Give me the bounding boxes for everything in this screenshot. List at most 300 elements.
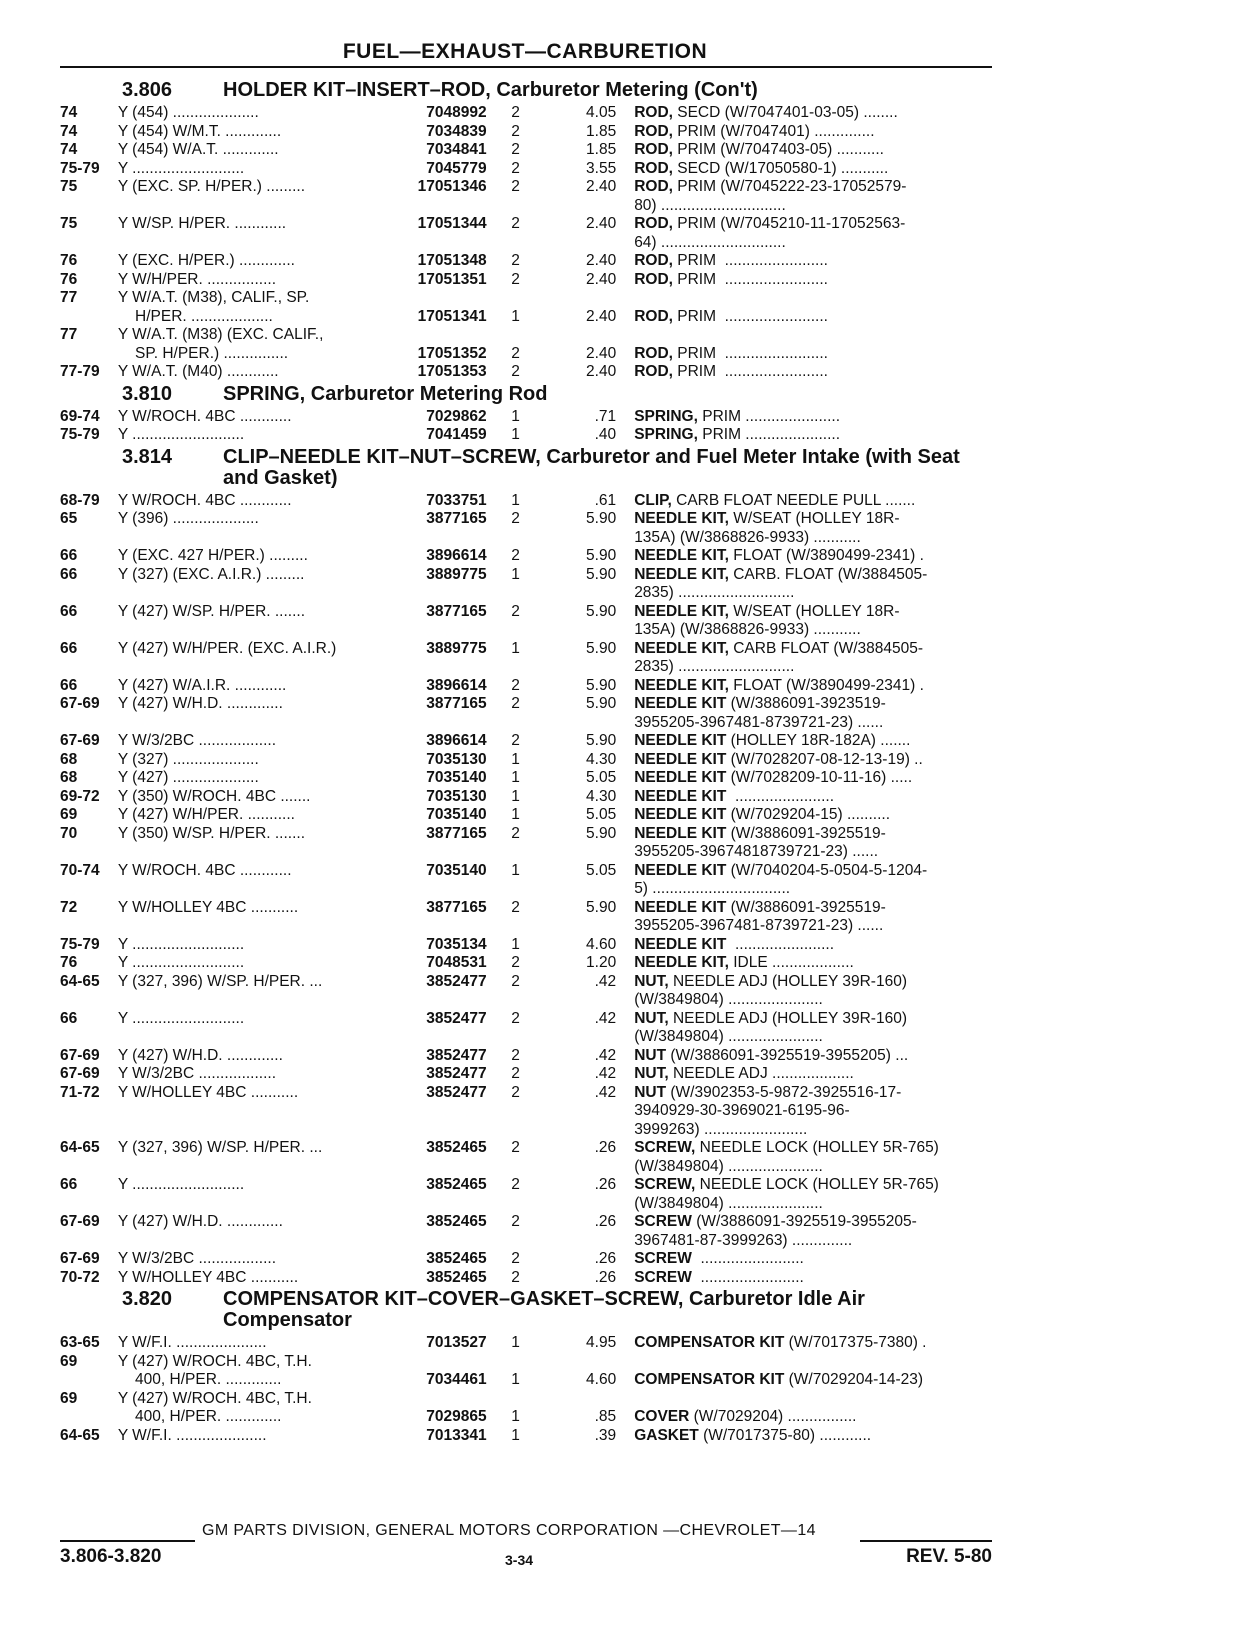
price: .26	[594, 1139, 617, 1156]
part-row	[60, 825, 995, 862]
price: 5.05	[586, 806, 617, 823]
part-name	[634, 408, 995, 427]
part-row	[60, 751, 995, 770]
model-years: 67-69	[60, 1065, 100, 1082]
model-years: 69	[60, 1352, 78, 1370]
part-name	[634, 1334, 995, 1353]
part-name-detail: (W/7017375-7380) .	[784, 1334, 927, 1351]
part-name-detail: PRIM ........................	[672, 270, 828, 288]
part-name-detail: (W/7040204-5-0504-5-1204- 5) ................................	[634, 861, 928, 897]
quantity: 1	[511, 769, 520, 786]
part-number: 3852465	[426, 1268, 487, 1286]
quantity: 2	[511, 178, 520, 195]
application-description: Y (427) W/H.D. .............	[117, 1046, 283, 1064]
model-years: 70-74	[60, 861, 100, 879]
part-row	[60, 936, 995, 955]
part-row	[60, 160, 995, 179]
application-description: Y (EXC. H/PER.) .............	[117, 252, 295, 269]
section-title: HOLDER KIT–INSERT–ROD, Carburetor Metering (Con't)	[223, 79, 758, 101]
quantity: 2	[511, 141, 520, 158]
part-name-detail: PRIM ........................	[672, 252, 828, 269]
part-row	[60, 1390, 995, 1427]
part-name	[634, 426, 995, 445]
part-number: 3889775	[426, 565, 487, 583]
price: 3.55	[586, 159, 617, 177]
part-row	[60, 426, 995, 445]
part-row	[60, 1065, 995, 1084]
part-row	[60, 1250, 995, 1269]
part-number: 17051352	[417, 344, 487, 362]
quantity: 1	[511, 1426, 520, 1444]
part-name-key: NEEDLE KIT,	[634, 510, 729, 527]
section-title: COMPENSATOR KIT–COVER–GASKET–SCREW, Carburetor Idle Air Compensator	[223, 1288, 865, 1331]
price: 5.90	[586, 565, 617, 583]
price: 5.90	[586, 732, 617, 749]
quantity: 2	[511, 252, 520, 269]
part-name-detail: PRIM ........................	[672, 307, 828, 325]
part-number: 7034461	[426, 1371, 487, 1388]
model-years: 69	[60, 806, 78, 823]
part-name	[634, 603, 995, 640]
quantity: 2	[511, 1065, 520, 1082]
price: 5.90	[586, 676, 617, 694]
part-name-key: NEEDLE KIT,	[634, 547, 729, 564]
part-name-detail: (W/7029204-15) ..........	[726, 806, 891, 823]
part-number: 3852477	[426, 1009, 487, 1027]
price: 2.40	[586, 344, 617, 362]
part-name-detail: (W/3886091-3923519- 3955205-3967481-8739721-23) ......	[634, 695, 886, 731]
part-name	[634, 289, 995, 326]
part-row	[60, 252, 995, 271]
part-name-detail: (HOLLEY 18R-182A) .......	[726, 732, 911, 749]
price: .26	[594, 1176, 617, 1193]
part-row	[60, 547, 995, 566]
model-years: 67-69	[60, 695, 100, 712]
part-row	[60, 1010, 995, 1047]
quantity: 2	[511, 1009, 520, 1027]
part-name-key: SPRING,	[634, 426, 698, 443]
application-description: Y (427) W/ROCH. 4BC, T.H. 400, H/PER. .............	[117, 1389, 312, 1425]
quantity: 2	[511, 1139, 520, 1156]
application-description: Y (427) W/H/PER. ...........	[117, 806, 295, 823]
part-name-detail: CARB FLOAT (W/3884505- 2835) ...........................	[634, 639, 924, 675]
part-name-key: SCREW,	[634, 1176, 696, 1193]
price: 2.40	[586, 215, 617, 232]
section-3-806	[60, 78, 995, 382]
part-row	[60, 1269, 995, 1288]
application-description: Y ..........................	[117, 935, 245, 953]
part-row	[60, 104, 995, 123]
part-name-key: CLIP,	[634, 491, 672, 509]
part-number: 3852477	[426, 972, 487, 990]
part-name-detail: CARB. FLOAT (W/3884505- 2835) ...........................	[634, 565, 928, 601]
part-name-detail: (W/3886091-3925519-3955205- 3967481-87-3999263) ..............	[634, 1213, 917, 1249]
quantity: 2	[511, 1046, 520, 1064]
part-name-detail: (W/3886091-3925519- 3955205-39674818739721-23) ......	[634, 824, 886, 860]
part-name-detail: PRIM ........................	[672, 363, 828, 380]
price: 4.60	[586, 935, 617, 953]
quantity: 2	[511, 1213, 520, 1230]
price: 4.05	[586, 104, 617, 121]
part-row	[60, 973, 995, 1010]
model-years: 75	[60, 178, 78, 195]
part-name	[634, 862, 995, 899]
application-description: Y (427) W/ROCH. 4BC, T.H. 400, H/PER. .............	[117, 1352, 312, 1388]
part-name-key: COVER	[634, 1408, 690, 1425]
model-years: 66	[60, 1009, 78, 1027]
application-description: Y W/F.I. .....................	[117, 1426, 267, 1444]
application-description: Y ..........................	[117, 1176, 245, 1193]
part-number: 7034841	[426, 141, 487, 158]
price: .39	[594, 1426, 617, 1444]
part-number: 3877165	[426, 695, 487, 712]
part-row	[60, 510, 995, 547]
application-description: Y W/ROCH. 4BC ............	[117, 861, 292, 879]
quantity: 1	[511, 565, 520, 583]
part-name-detail: PRIM ......................	[697, 407, 841, 425]
quantity: 1	[511, 1334, 520, 1351]
part-name	[634, 566, 995, 603]
part-name-key: ROD,	[634, 104, 673, 121]
part-name-detail: FLOAT (W/3890499-2341) .	[728, 676, 924, 694]
model-years: 75-79	[60, 159, 100, 177]
part-name-detail: SECD (W/17050580-1) ...........	[672, 159, 889, 177]
model-years: 74	[60, 122, 78, 140]
part-name-detail: (W/7028209-10-11-16) .....	[726, 769, 913, 786]
price: 5.90	[586, 510, 617, 527]
quantity: 1	[511, 787, 520, 805]
part-number: 7013527	[426, 1334, 487, 1351]
quantity: 2	[511, 104, 520, 121]
model-years: 70-72	[60, 1268, 100, 1286]
quantity: 1	[511, 426, 520, 443]
part-number: 3852465	[426, 1250, 487, 1267]
part-name-detail: (W/7017375-80) ............	[698, 1426, 872, 1444]
part-number: 7013341	[426, 1426, 487, 1444]
part-row	[60, 408, 995, 427]
price: .42	[594, 1083, 617, 1101]
part-number: 7033751	[426, 491, 487, 509]
part-name-detail: IDLE ...................	[728, 954, 854, 971]
model-years: 77	[60, 326, 78, 343]
part-name-detail: SECD (W/7047401-03-05) ........	[672, 104, 898, 121]
part-name	[634, 1250, 995, 1269]
quantity: 2	[511, 159, 520, 177]
part-name-key: SCREW	[634, 1268, 692, 1286]
part-name	[634, 252, 995, 271]
application-description: Y W/3/2BC ..................	[117, 1065, 277, 1082]
part-name	[634, 1010, 995, 1047]
part-name-key: ROD,	[634, 252, 673, 269]
part-name-key: NUT	[634, 1046, 667, 1064]
part-row	[60, 769, 995, 788]
model-years: 63-65	[60, 1334, 100, 1351]
part-name	[634, 640, 995, 677]
section-number: 3.810	[122, 382, 173, 405]
quantity: 2	[511, 270, 520, 288]
application-description: Y (427) W/A.I.R. ............	[117, 676, 287, 694]
part-name-key: ROD,	[634, 344, 673, 362]
price: .26	[594, 1250, 617, 1267]
part-name	[634, 104, 995, 123]
section-header	[60, 78, 995, 104]
part-name-key: SCREW	[634, 1250, 692, 1267]
price: 2.40	[586, 178, 617, 195]
model-years: 70	[60, 824, 78, 842]
application-description: Y (327) (EXC. A.I.R.) .........	[117, 565, 305, 583]
part-name-detail: PRIM ........................	[672, 344, 828, 362]
model-years: 72	[60, 898, 78, 916]
price: 1.85	[586, 141, 617, 158]
part-name-key: ROD,	[634, 307, 673, 325]
model-years: 66	[60, 565, 78, 583]
part-name-detail: FLOAT (W/3890499-2341) .	[728, 547, 924, 564]
quantity: 2	[511, 215, 520, 232]
quantity: 2	[511, 1268, 520, 1286]
part-name	[634, 1084, 995, 1140]
model-years: 66	[60, 639, 78, 657]
model-years: 69	[60, 1389, 78, 1407]
part-row	[60, 141, 995, 160]
part-name-key: NUT,	[634, 1009, 669, 1027]
model-years: 68	[60, 750, 78, 768]
part-number: 7048992	[426, 104, 487, 121]
part-row	[60, 1353, 995, 1390]
part-name-key: NEEDLE KIT,	[634, 639, 729, 657]
part-row	[60, 954, 995, 973]
part-name-detail: ........................	[691, 1250, 804, 1267]
part-number: 3852477	[426, 1083, 487, 1101]
part-row	[60, 123, 995, 142]
part-row	[60, 178, 995, 215]
part-name-key: NUT,	[634, 972, 669, 990]
part-name	[634, 326, 995, 363]
price: .42	[594, 1065, 617, 1082]
model-years: 76	[60, 252, 78, 269]
quantity: 2	[511, 695, 520, 712]
quantity: 1	[511, 861, 520, 879]
part-name-detail: PRIM (W/7047403-05) ...........	[672, 141, 884, 158]
application-description: Y (454) ....................	[117, 104, 259, 121]
part-name-detail: (W/3886091-3925519-3955205) ...	[666, 1046, 909, 1064]
part-row	[60, 1139, 995, 1176]
part-name-key: NEEDLE KIT	[634, 861, 727, 879]
section-header	[60, 445, 995, 492]
part-name-detail: NEEDLE LOCK (HOLLEY 5R-765) (W/3849804) ......................	[634, 1139, 939, 1175]
price: 5.05	[586, 769, 617, 786]
application-description: Y (427) W/SP. H/PER. .......	[117, 602, 306, 620]
price: 2.40	[586, 270, 617, 288]
application-description: Y W/ROCH. 4BC ............	[117, 491, 292, 509]
part-name	[634, 899, 995, 936]
part-row	[60, 566, 995, 603]
quantity: 2	[511, 1083, 520, 1101]
section-header	[60, 1287, 995, 1334]
price: 4.60	[586, 1371, 617, 1388]
application-description: Y (350) W/ROCH. 4BC .......	[117, 787, 311, 805]
application-description: Y W/F.I. .....................	[117, 1334, 267, 1351]
quantity: 2	[511, 676, 520, 694]
footer-divider-left	[60, 1540, 195, 1542]
application-description: Y (EXC. 427 H/PER.) .........	[117, 547, 308, 564]
price: 5.90	[586, 824, 617, 842]
part-name	[634, 1213, 995, 1250]
price: .42	[594, 972, 617, 990]
model-years: 75-79	[60, 426, 100, 443]
application-description: Y ..........................	[117, 1009, 245, 1027]
part-name	[634, 1139, 995, 1176]
model-years: 77	[60, 289, 78, 306]
part-name-key: GASKET	[634, 1426, 699, 1444]
part-name-key: SPRING,	[634, 407, 698, 425]
model-years: 67-69	[60, 1046, 100, 1064]
part-number: 7045779	[426, 159, 487, 177]
section-title: SPRING, Carburetor Metering Rod	[223, 382, 548, 405]
part-name-detail: NEEDLE ADJ (HOLLEY 39R-160) (W/3849804) ......................	[634, 1009, 907, 1045]
quantity: 1	[511, 750, 520, 768]
part-number: 3877165	[426, 824, 487, 842]
price: 2.40	[586, 363, 617, 380]
model-years: 74	[60, 104, 78, 121]
part-name-key: ROD,	[634, 270, 673, 288]
part-number: 7041459	[426, 426, 487, 443]
model-years: 65	[60, 510, 78, 527]
part-name-key: NEEDLE KIT	[634, 695, 727, 712]
part-name-detail: (W/3886091-3925519- 3955205-3967481-8739721-23) ......	[634, 898, 886, 934]
part-number: 3877165	[426, 510, 487, 527]
section-number: 3.814	[122, 445, 173, 468]
part-name-key: NEEDLE KIT	[634, 898, 727, 916]
part-row	[60, 1047, 995, 1066]
application-description: Y W/HOLLEY 4BC ...........	[117, 898, 299, 916]
model-years: 64-65	[60, 972, 100, 990]
part-row	[60, 326, 995, 363]
part-name-detail: PRIM (W/7045210-11-17052563- 64) .............................	[634, 215, 906, 251]
part-number: 17051346	[417, 178, 487, 195]
part-number: 7029862	[426, 407, 487, 425]
part-name	[634, 215, 995, 252]
part-name-detail: .......................	[726, 935, 835, 953]
part-number: 7035140	[426, 861, 487, 879]
footer-page-number: 3-34	[505, 1552, 534, 1568]
part-name	[634, 806, 995, 825]
price: 2.40	[586, 307, 617, 325]
part-name-key: ROD,	[634, 122, 673, 140]
part-name	[634, 492, 995, 511]
part-row	[60, 640, 995, 677]
footer-revision: REV. 5-80	[906, 1546, 992, 1567]
part-name	[634, 123, 995, 142]
quantity: 2	[511, 602, 520, 620]
part-name	[634, 788, 995, 807]
quantity: 1	[511, 491, 520, 509]
quantity: 2	[511, 344, 520, 362]
part-name-key: NEEDLE KIT,	[634, 602, 729, 620]
part-row	[60, 215, 995, 252]
part-name	[634, 954, 995, 973]
part-name-detail: CARB FLOAT NEEDLE PULL .......	[671, 491, 916, 509]
price: 1.85	[586, 122, 617, 140]
footer-divider-right	[860, 1540, 992, 1542]
part-number: 7048531	[426, 954, 487, 971]
application-description: Y (327, 396) W/SP. H/PER. ...	[117, 1139, 323, 1156]
part-name-detail: W/SEAT (HOLLEY 18R- 135A) (W/3868826-9933) ...........	[634, 602, 900, 638]
part-name	[634, 825, 995, 862]
quantity: 2	[511, 122, 520, 140]
quantity: 1	[511, 1408, 520, 1425]
application-description: Y (350) W/SP. H/PER. .......	[117, 824, 306, 842]
part-number: 7035134	[426, 935, 487, 953]
model-years: 77-79	[60, 363, 100, 380]
quantity: 1	[511, 307, 520, 325]
price: .26	[594, 1268, 617, 1286]
quantity: 2	[511, 1250, 520, 1267]
model-years: 69-72	[60, 787, 100, 805]
quantity: 2	[511, 954, 520, 971]
price: 5.90	[586, 898, 617, 916]
part-name-detail: NEEDLE LOCK (HOLLEY 5R-765) (W/3849804) ......................	[634, 1176, 939, 1212]
quantity: 2	[511, 510, 520, 527]
price: 4.95	[586, 1334, 617, 1351]
part-number: 17051341	[417, 307, 487, 325]
application-description: Y W/SP. H/PER. ............	[117, 215, 287, 232]
footer-corporation: GM PARTS DIVISION, GENERAL MOTORS CORPORATION —CHEVROLET—14	[202, 1522, 816, 1539]
section-number: 3.806	[122, 79, 173, 101]
model-years: 68	[60, 769, 78, 786]
part-name-key: COMPENSATOR KIT	[634, 1334, 785, 1351]
quantity: 1	[511, 639, 520, 657]
part-name-key: NEEDLE KIT	[634, 824, 727, 842]
application-description: Y (396) ....................	[117, 510, 259, 527]
part-name-key: NEEDLE KIT	[634, 769, 727, 786]
quantity: 1	[511, 1371, 520, 1388]
part-row	[60, 1084, 995, 1140]
part-name-detail: W/SEAT (HOLLEY 18R- 135A) (W/3868826-9933) ...........	[634, 510, 900, 546]
part-row	[60, 732, 995, 751]
application-description: Y (327) ....................	[117, 750, 259, 768]
part-name	[634, 141, 995, 160]
part-number: 7035140	[426, 806, 487, 823]
part-name-key: NEEDLE KIT,	[634, 954, 729, 971]
part-row	[60, 1427, 995, 1446]
price: 5.05	[586, 861, 617, 879]
model-years: 71-72	[60, 1083, 100, 1101]
model-years: 76	[60, 270, 78, 288]
price: .71	[594, 407, 617, 425]
part-name	[634, 1427, 995, 1446]
application-description: Y (427) ....................	[117, 769, 259, 786]
quantity: 2	[511, 732, 520, 749]
price: 5.90	[586, 639, 617, 657]
part-row	[60, 1213, 995, 1250]
part-name-detail: PRIM ......................	[697, 426, 841, 443]
part-name	[634, 1390, 995, 1427]
part-name	[634, 936, 995, 955]
part-name	[634, 363, 995, 382]
part-row	[60, 363, 995, 382]
application-description: Y (427) W/H/PER. (EXC. A.I.R.)	[117, 639, 337, 657]
part-name	[634, 1065, 995, 1084]
price: .40	[594, 426, 617, 443]
part-row	[60, 788, 995, 807]
price: 5.90	[586, 695, 617, 712]
part-name	[634, 769, 995, 788]
application-description: Y (454) W/M.T. .............	[117, 122, 282, 140]
quantity: 1	[511, 806, 520, 823]
model-years: 66	[60, 1176, 78, 1193]
part-number: 7035140	[426, 769, 487, 786]
application-description: Y W/HOLLEY 4BC ...........	[117, 1083, 299, 1101]
